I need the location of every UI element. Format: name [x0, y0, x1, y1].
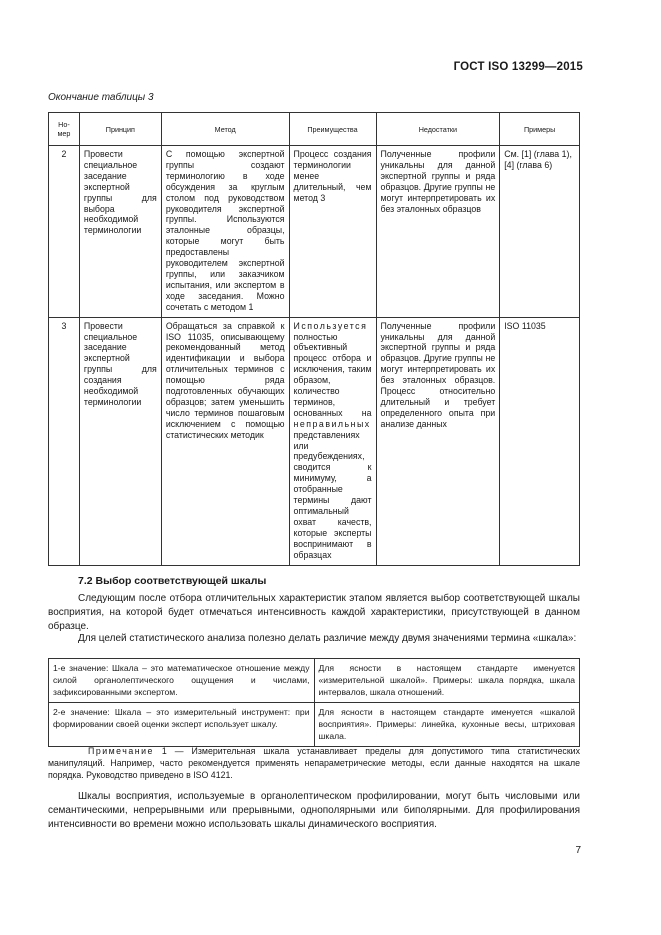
cell-disadvantages: Полученные профили уникальны для данной экспертной группы и ряда образцов. Другие группы не могут интерпретировать их без эталонных образцов [376, 146, 500, 318]
table-row [49, 146, 580, 318]
spaced-emphasis: неправильных [293, 418, 371, 429]
col-header-advantages: Преимущества [289, 113, 376, 146]
paragraph: Шкалы восприятия, используемые в органолептическом профилировании, могут быть числовыми или семантическими, непрерывными или прерывными, однополярными или биполярными. Для профилирования интенсивности во времени можно использовать шкалы динамического восприятия. [48, 791, 580, 830]
cell-method: С помощью экспертной группы создают терминологию в ходе обсуждения за круглым столом под руководством руководителя экспертной группы. Используются эталонные образцы, которые могут быть предоставлены руководителем экспертной группы, или заказчиком испытания, или экспертом в ходе заседания. Можно сочетать с методом 1 [161, 146, 289, 318]
col-header-disadvantages: Недостатки [376, 113, 500, 146]
cell-number: 2 [49, 146, 80, 318]
table-row [49, 659, 580, 703]
advantages-text-tail: представлениях или предубеждениях, сводится к минимуму, а отобранные термины дают оптимальный охват качеств, которые эксперты воспринимают в образцах [293, 429, 372, 560]
cell-principle: Провести специальное заседание экспертной группы для выбора необходимой терминологии [79, 146, 161, 318]
note-label: Примечание [88, 746, 154, 756]
cell-examples: ISO 11035 [500, 317, 580, 565]
cell-disadvantages: Полученные профили уникальны для данной экспертной группы и ряда образцов. Другие группы не могут интерпретировать их без эталонных образцов. Процесс относительно длительный и требует определенного опыта при анализе данных [376, 317, 500, 565]
note [48, 745, 580, 781]
cell-advantages [289, 317, 376, 565]
table-row [49, 317, 580, 565]
scale-clarification-cell: Для ясности в настоящем стандарте именуется «шкалой восприятия». Примеры: линейка, кухонные весы, штриховая шкала. [314, 703, 580, 747]
col-header-method: Метод [161, 113, 289, 146]
page-number: 7 [575, 845, 581, 856]
scale-meanings-table [48, 658, 580, 747]
advantages-text: полностью объективный процесс отбора и исключения, таким образом, количество терминов, основанных на [293, 331, 372, 418]
scale-meaning-cell: 1-е значение: Шкала – это математическое отношение между силой органолептического ощущения и числами, зафиксированными экспертом. [49, 659, 315, 703]
table-caption: Окончание таблицы 3 [48, 92, 154, 103]
note-text: 1 — Измерительная шкала устанавливает пределы для допустимого типа статистических манипуляций. Например, часто рекомендуется применять непараметрические методы, если данные находятся на шкале порядка. Руководство приведено в ISO 4121. [48, 746, 580, 780]
table-row [49, 703, 580, 747]
scale-meaning-cell: 2-е значение: Шкала – это измерительный инструмент: при формировании своей оценки эксперт использует шкалу. [49, 703, 315, 747]
col-header-examples: Примеры [500, 113, 580, 146]
cell-number: 3 [49, 317, 80, 565]
section-heading: 7.2 Выбор соответствующей шкалы [78, 575, 267, 587]
methods-table [48, 112, 580, 566]
standard-header: ГОСТ ISO 13299—2015 [453, 61, 583, 73]
paragraph: Следующим после отбора отличительных характеристик этапом является выбор соответствующей шкалы восприятия, на которой будет отмечаться интенсивность каждой характеристики, присутствующей в данном образце. [48, 593, 580, 632]
cell-method: Обращаться за справкой к ISO 11035, описывающему рекомендованный метод идентификации и выбора отличительных терминов с помощью ряда подготовленных обучающих образцов; затем уменьшить число терминов пошаговым исключением с помощью статистических методик [161, 317, 289, 565]
spaced-emphasis: Используется [293, 320, 368, 331]
table-header-row [49, 113, 580, 146]
col-header-number: Но- мер [49, 113, 80, 146]
cell-principle: Провести специальное заседание экспертной группы для создания необходимой терминологии [79, 317, 161, 565]
cell-examples: См. [1] (глава 1), [4] (глава 6) [500, 146, 580, 318]
scale-clarification-cell: Для ясности в настоящем стандарте именуется «измерительной шкалой». Примеры: шкала порядка, шкала интервалов, шкала отношений. [314, 659, 580, 703]
col-header-principle: Принцип [79, 113, 161, 146]
paragraph: Для целей статистического анализа полезно делать различие между двумя значениями термина «шкала»: [78, 633, 577, 644]
cell-advantages: Процесс создания терминологии менее длительный, чем метод 3 [289, 146, 376, 318]
